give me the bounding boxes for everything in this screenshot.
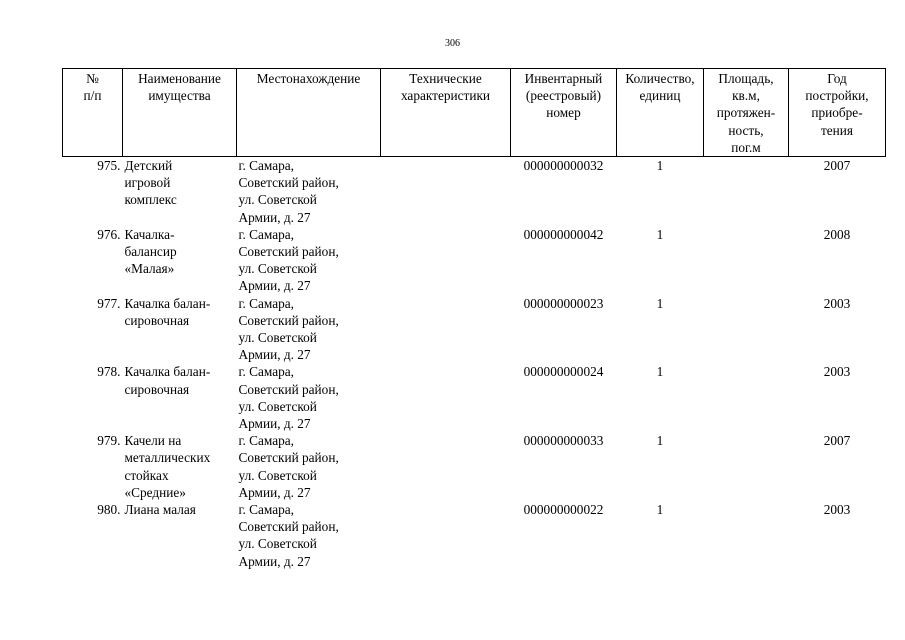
header-line: тения	[820, 122, 854, 138]
property-specs	[381, 363, 511, 432]
property-specs	[381, 295, 511, 364]
property-name-line: сировочная	[124, 381, 190, 397]
header-specs	[381, 69, 511, 157]
year: 2007	[823, 158, 851, 174]
property-name-line: стойках	[124, 467, 169, 483]
property-location-line: г. Самара,	[238, 158, 294, 174]
inventory-number: 000000000023	[523, 295, 604, 311]
year: 2003	[823, 502, 851, 518]
property-name-line: Детский	[124, 158, 173, 174]
row-number: 979.	[97, 433, 121, 449]
quantity: 1	[656, 295, 664, 311]
area	[704, 157, 789, 226]
table-body	[63, 157, 886, 570]
property-location-line: г. Самара,	[238, 295, 294, 311]
header-line: Инвентарный	[524, 71, 603, 86]
header-line: п/п	[83, 88, 102, 104]
table-row	[63, 432, 886, 501]
header-line: Технические	[409, 71, 482, 86]
quantity: 1	[656, 433, 664, 449]
property-location-line: ул. Советской	[238, 467, 317, 483]
property-location-line: ул. Советской	[238, 192, 317, 208]
property-name-line: Качели на	[124, 433, 182, 449]
property-name-line: балансир	[124, 244, 177, 260]
property-location-line: г. Самара,	[238, 364, 294, 380]
quantity: 1	[656, 364, 664, 380]
header-line: постройки,	[805, 88, 869, 104]
property-name-line: игровой	[124, 175, 171, 191]
quantity: 1	[656, 226, 664, 242]
property-location-line: ул. Советской	[238, 261, 317, 277]
header-line: протяжен-	[716, 105, 776, 121]
property-location-line: Армии, д. 27	[238, 209, 311, 225]
inventory-number: 000000000024	[523, 364, 604, 380]
header-line: кв.м,	[732, 88, 760, 104]
quantity: 1	[656, 158, 664, 174]
property-location-line: Армии, д. 27	[238, 278, 311, 294]
property-name	[123, 363, 237, 432]
property-location	[237, 226, 381, 295]
header-line: Площадь,	[718, 71, 774, 86]
property-location-line: г. Самара,	[238, 433, 294, 449]
header-location	[237, 69, 381, 157]
property-location-line: Армии, д. 27	[238, 347, 311, 363]
property-location-line: Советский район,	[238, 450, 339, 466]
property-specs	[381, 226, 511, 295]
header-line: Год	[827, 71, 847, 86]
header-area	[704, 69, 789, 157]
property-location	[237, 295, 381, 364]
row-number: 977.	[97, 295, 121, 311]
area	[704, 226, 789, 295]
property-name-line: Качалка-	[124, 226, 175, 242]
header-line: номер	[546, 105, 581, 121]
header-line: приобре-	[811, 105, 863, 121]
property-location	[237, 501, 381, 570]
property-location-line: г. Самара,	[238, 502, 294, 518]
year: 2008	[823, 226, 851, 242]
year: 2007	[823, 433, 851, 449]
row-number: 975.	[97, 158, 121, 174]
property-specs	[381, 501, 511, 570]
property-specs	[381, 157, 511, 226]
property-name	[123, 226, 237, 295]
property-location	[237, 432, 381, 501]
property-location-line: Армии, д. 27	[238, 416, 311, 432]
inventory-number: 000000000032	[523, 158, 604, 174]
header-line: пог.м	[731, 139, 761, 155]
row-number: 976.	[97, 226, 121, 242]
header-quantity	[617, 69, 704, 157]
property-location-line: Советский район,	[238, 175, 339, 191]
property-location-line: ул. Советской	[238, 330, 317, 346]
year: 2003	[823, 364, 851, 380]
property-name-line: Качалка балан-	[124, 364, 211, 380]
inventory-number: 000000000033	[523, 433, 604, 449]
inventory-number: 000000000042	[523, 226, 604, 242]
property-location-line: Советский район,	[238, 244, 339, 260]
property-name-line: сировочная	[124, 312, 190, 328]
property-name-line: Лиана малая	[124, 502, 196, 518]
property-name-line: «Малая»	[124, 261, 175, 277]
year: 2003	[823, 295, 851, 311]
area	[704, 295, 789, 364]
header-line: Местонахождение	[256, 71, 361, 86]
area	[704, 363, 789, 432]
header-line: единиц	[639, 88, 681, 104]
header-line: имущества	[148, 88, 211, 104]
quantity: 1	[656, 502, 664, 518]
property-location	[237, 157, 381, 226]
property-name	[123, 501, 237, 570]
page-number: 306	[445, 38, 460, 49]
property-location-line: Армии, д. 27	[238, 553, 311, 569]
header-line: характеристики	[400, 88, 491, 104]
area	[704, 432, 789, 501]
header-inventory	[511, 69, 617, 157]
property-location-line: Советский район,	[238, 312, 339, 328]
header-line: (реестровый)	[525, 88, 602, 104]
property-location-line: Советский район,	[238, 381, 339, 397]
property-location-line: Армии, д. 27	[238, 484, 311, 500]
property-name-line: «Средние»	[124, 484, 186, 500]
property-name	[123, 295, 237, 364]
property-location-line: ул. Советской	[238, 398, 317, 414]
property-name-line: комплекс	[124, 192, 177, 208]
table-header-row	[63, 69, 886, 157]
header-line: Количество,	[625, 71, 695, 86]
header-line: №	[86, 71, 99, 86]
header-name	[123, 69, 237, 157]
property-specs	[381, 432, 511, 501]
property-registry-table	[62, 68, 886, 570]
table-row	[63, 501, 886, 570]
property-name	[123, 157, 237, 226]
table-row	[63, 226, 886, 295]
inventory-number: 000000000022	[523, 502, 604, 518]
row-number: 978.	[97, 364, 121, 380]
header-year	[789, 69, 886, 157]
property-location	[237, 363, 381, 432]
row-number: 980.	[97, 502, 121, 518]
table-row	[63, 157, 886, 226]
table-row	[63, 363, 886, 432]
header-line: ность,	[728, 122, 764, 138]
property-name	[123, 432, 237, 501]
header-line: Наименование	[138, 71, 221, 86]
area	[704, 501, 789, 570]
property-name-line: металлических	[124, 450, 211, 466]
property-location-line: Советский район,	[238, 519, 339, 535]
table-row	[63, 295, 886, 364]
property-name-line: Качалка балан-	[124, 295, 211, 311]
property-location-line: г. Самара,	[238, 226, 294, 242]
property-location-line: ул. Советской	[238, 536, 317, 552]
header-num	[63, 69, 123, 157]
